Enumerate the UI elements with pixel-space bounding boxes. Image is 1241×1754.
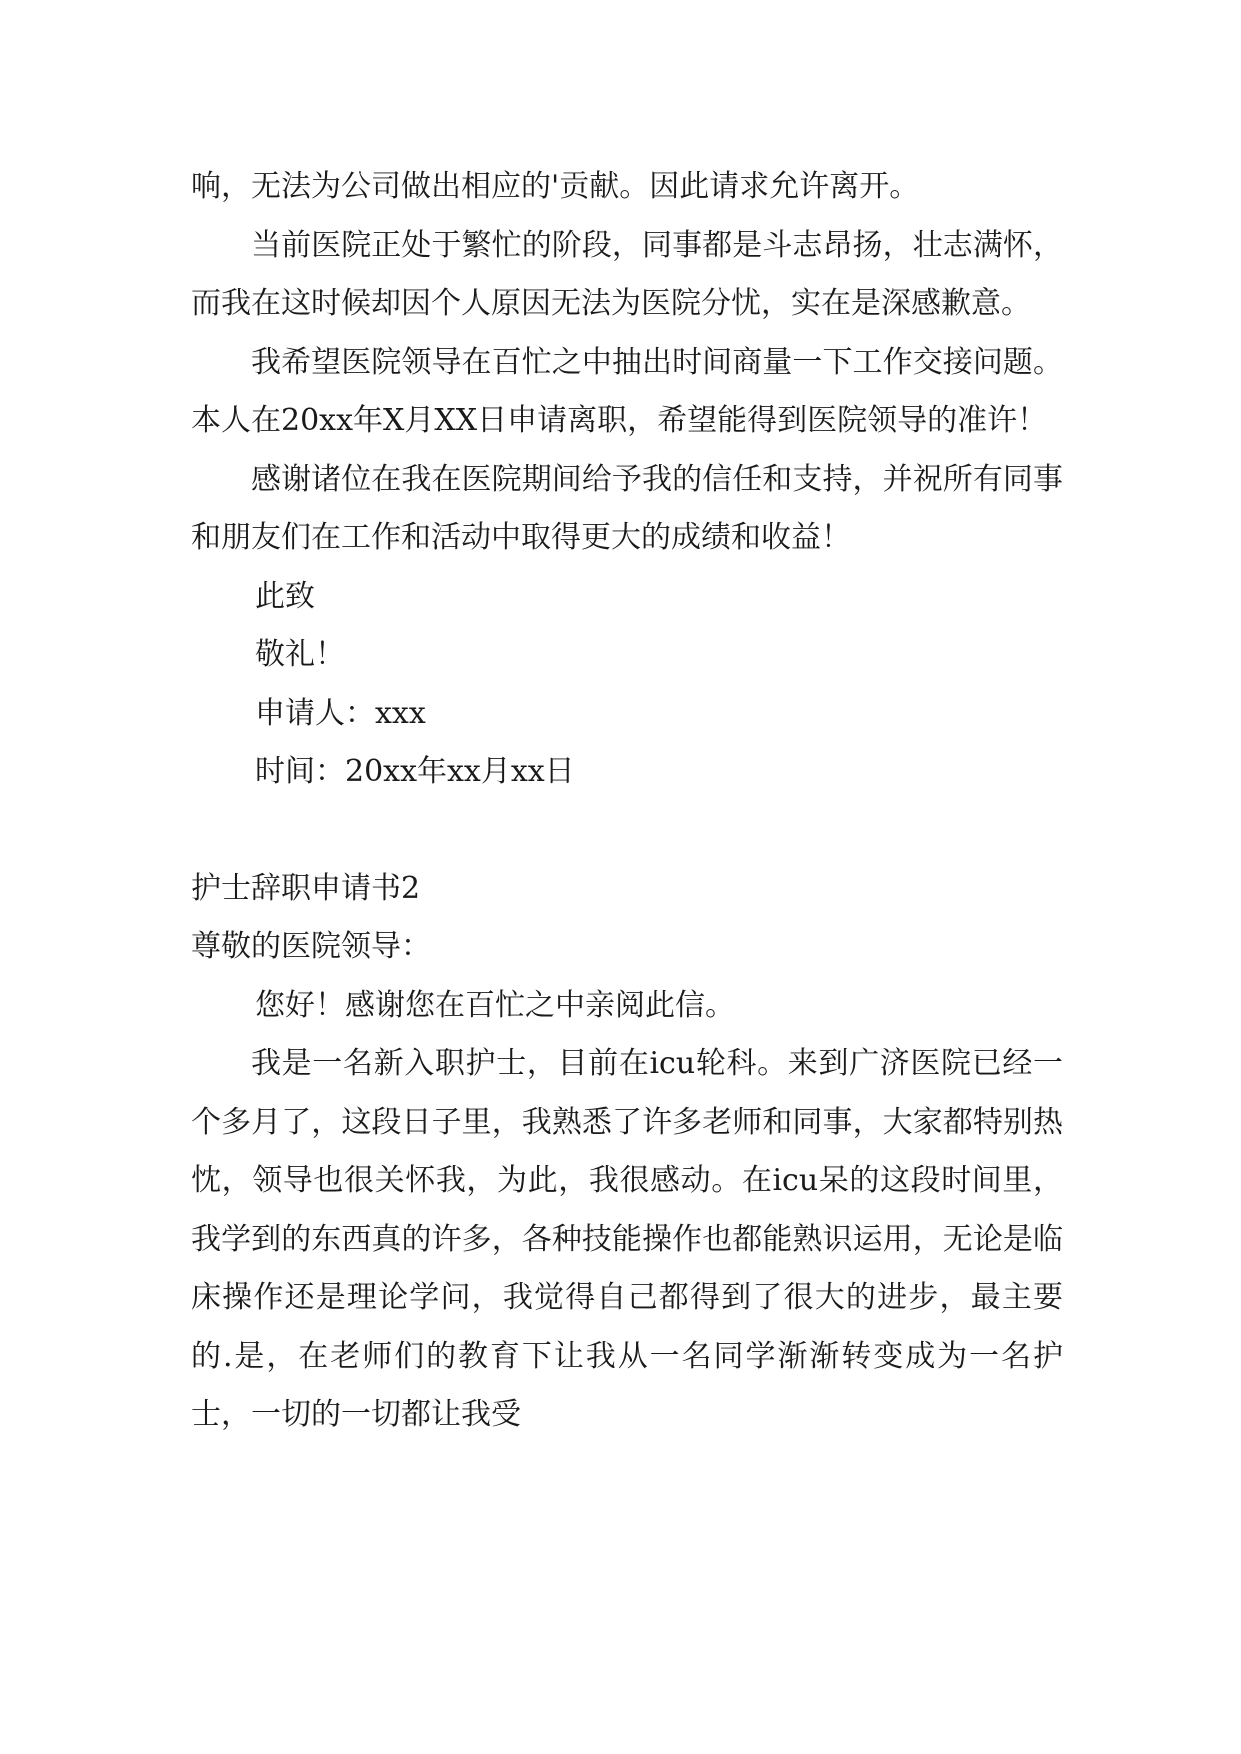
applicant-line: 申请人：xxx [255, 695, 426, 731]
section-title: 护士辞职申请书2 [191, 870, 421, 906]
paragraph-busy-period: 当前医院正处于繁忙的阶段，同事都是斗志昂扬，壮志满怀，而我在这时候却因个人原因无法为医院分忧，实在是深感歉意。 [191, 227, 1063, 321]
paragraph-intro: 我是一名新入职护士，目前在icu轮科。来到广济医院已经一个多月了，这段日子里，我熟悉了许多老师和同事，大家都特别热忱，领导也很关怀我，为此，我很感动。在icu呆的这段时间里，我学到的东西真的许多，各种技能操作也都能熟识运用，无论是临床操作还是理论学问，我觉得自己都得到了很大的进步，最主要的.是，在老师们的教育下让我从一名同学渐渐转变成为一名护士，一切的一切都让我受 [191, 1046, 1063, 1432]
document-body [191, 158, 1063, 1445]
closing-line-1: 此致 [255, 578, 315, 614]
paragraph-handover-request: 我希望医院领导在百忙之中抽出时间商量一下工作交接问题。本人在20xx年X月XX日申请离职，希望能得到医院领导的准许！ [191, 344, 1063, 438]
date-line: 时间：20xx年xx月xx日 [255, 754, 575, 789]
salutation: 尊敬的医院领导： [191, 929, 431, 964]
section-gap [191, 802, 1063, 860]
closing-line-2: 敬礼！ [255, 637, 345, 672]
paragraph-thanks: 感谢诸位在我在医院期间给予我的信任和支持，并祝所有同事和朋友们在工作和活动中取得更大的成绩和收益！ [191, 461, 1063, 555]
greeting: 您好！感谢您在百忙之中亲阅此信。 [255, 987, 735, 1023]
continued-line: 响，无法为公司做出相应的'贡献。因此请求允许离开。 [191, 169, 920, 204]
